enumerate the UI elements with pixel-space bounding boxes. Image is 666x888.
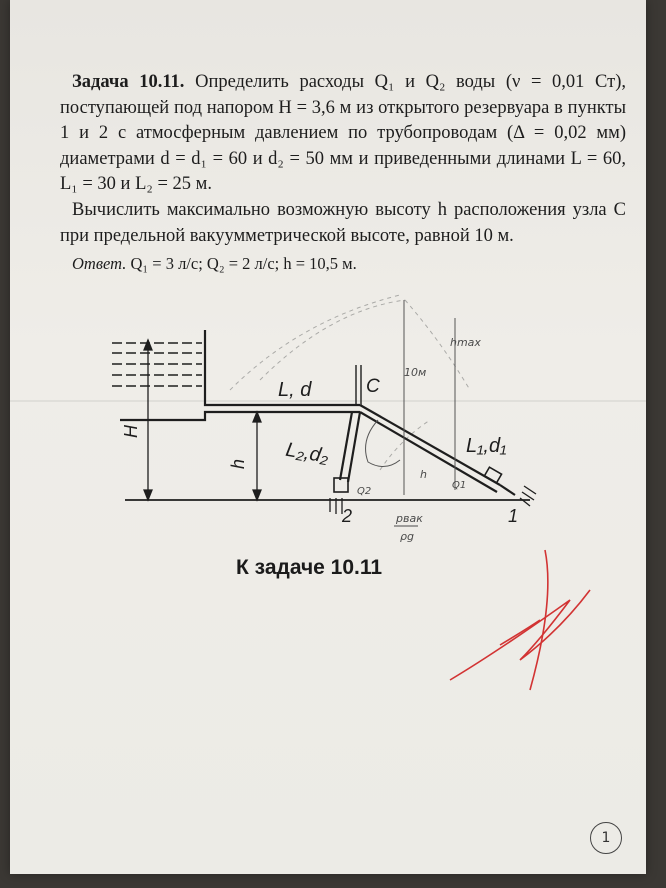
note-q1: Q1 <box>452 480 467 491</box>
note-10m: 10м <box>404 366 427 379</box>
note-q2: Q2 <box>357 486 372 497</box>
label-H: H <box>121 425 141 438</box>
figure-caption: К задаче 10.11 <box>236 556 383 579</box>
answer-text: Q₁ = 3 л/с; Q₂ = 2 л/с; h = 10,5 м. <box>130 254 357 274</box>
label-h: h <box>228 458 248 469</box>
label-point-2: 2 <box>342 506 353 526</box>
label-L1-d1: L₁,d₁ <box>466 435 507 457</box>
note-pvac: pвак <box>396 512 423 525</box>
label-C: C <box>366 376 380 397</box>
problem-question: Вычислить максимально возможную высоту h расположения узла C при предельной вакуумметрической высоте, равной 10 м. <box>60 199 626 246</box>
answer-label: Ответ. <box>72 254 127 274</box>
note-hmax: hmax <box>450 336 481 349</box>
problem-heading: Задача 10.11. <box>72 72 185 92</box>
note-h: h <box>420 468 427 481</box>
page-number: 1 <box>590 822 622 854</box>
problem-line1: Определить расходы Q₁ и Q₂ воды (ν = 0,01 Ст), поступающей под напором H = 3,6 м из открытого резервуара в пункты 1 и 2 с атмосферным давлением по трубопроводам (Δ = 0,02 мм) диаметрами d = d₁ = 60 и d₂ = 50 мм и приведенными длинами L = 60, L₁ = 30 и L₂ = 25 м. <box>60 72 627 195</box>
label-L-d: L, d <box>278 379 312 401</box>
label-point-1: 1 <box>508 506 519 526</box>
label-L2-d2: L₂,d₂ <box>283 438 331 468</box>
note-rhog: ρg <box>400 530 414 543</box>
